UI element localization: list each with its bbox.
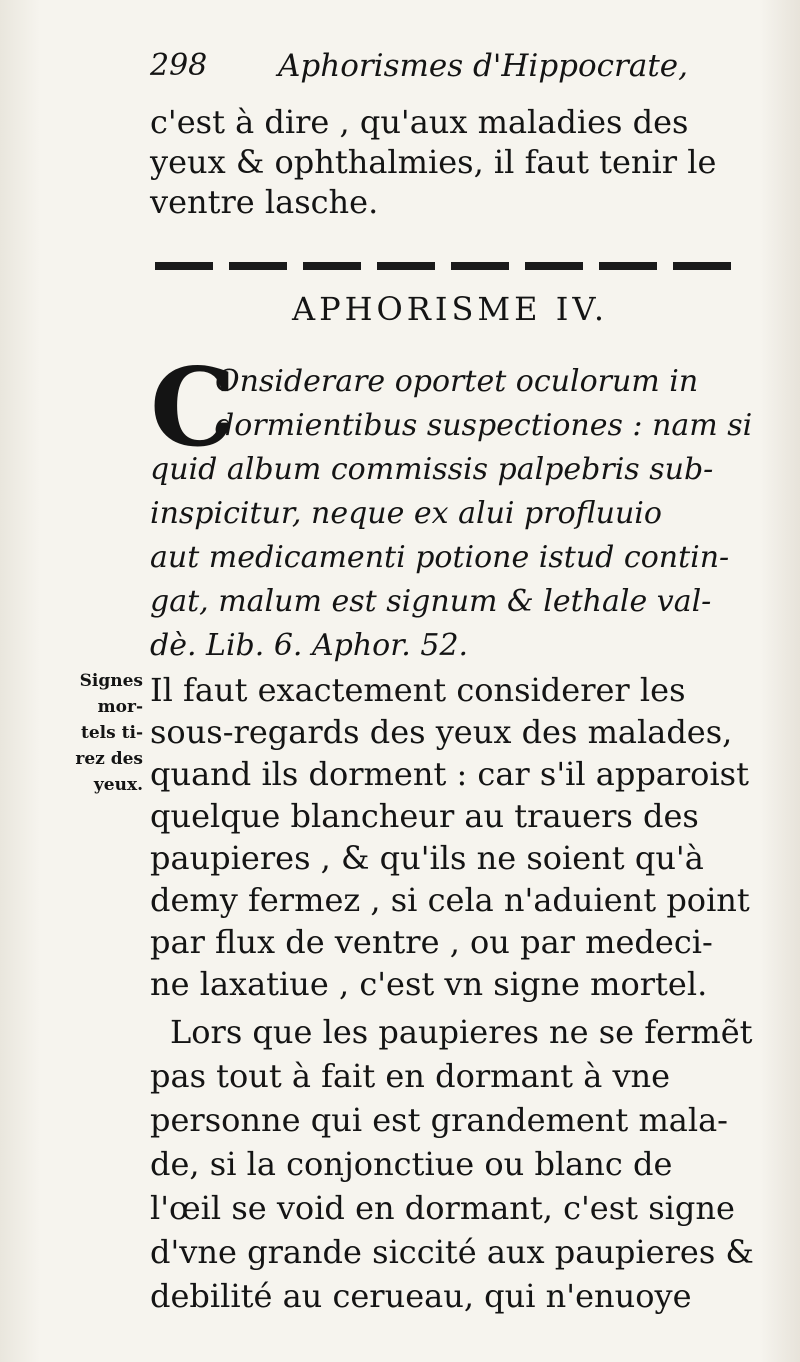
latin-line: inspicitur, neque ex alui profluuio bbox=[150, 496, 662, 531]
text-line: yeux & ophthalmies, il faut tenir le bbox=[150, 143, 717, 181]
text-line: pas tout à fait en dormant à vne bbox=[150, 1057, 671, 1095]
text-line: paupieres , & qu'ils ne soient qu'à bbox=[150, 839, 704, 877]
latin-line: quid album commissis palpebris sub- bbox=[150, 452, 714, 487]
latin-line: gat, malum est signum & lethale val- bbox=[150, 584, 712, 619]
ornamental-rule bbox=[155, 262, 745, 270]
margin-note bbox=[48, 668, 143, 798]
margin-note-line: yeux. bbox=[93, 775, 143, 795]
text-line: l'œil se void en dormant, c'est signe bbox=[150, 1189, 735, 1227]
margin-note-line: rez des bbox=[75, 749, 143, 769]
text-line: de, si la conjonctiue ou blanc de bbox=[150, 1145, 673, 1183]
latin-line: Onsiderare oportet oculorum in bbox=[215, 364, 699, 399]
latin-line: aut medicamenti potione istud contin- bbox=[150, 540, 730, 575]
margin-note-line: mor- bbox=[97, 697, 143, 717]
text-line: sous-regards des yeux des malades, bbox=[150, 713, 733, 751]
margin-note-line: tels ti- bbox=[81, 723, 143, 743]
text-line: Il faut exactement considerer les bbox=[150, 671, 686, 709]
page-header bbox=[150, 48, 750, 98]
text-line: ne laxatiue , c'est vn signe mortel. bbox=[150, 965, 708, 1003]
text-line: par flux de ventre , ou par medeci- bbox=[150, 923, 713, 961]
aphorism-heading: APHORISME IV. bbox=[291, 290, 609, 328]
page-number: 298 bbox=[150, 48, 208, 83]
latin-line: dè. Lib. 6. Aphor. 52. bbox=[150, 628, 469, 663]
text-line: c'est à dire , qu'aux maladies des bbox=[150, 103, 689, 141]
margin-note-line: Signes bbox=[79, 671, 143, 691]
text-line: quand ils dorment : car s'il apparoist bbox=[150, 755, 749, 793]
text-line: debilité au cerueau, qui n'enuoye bbox=[150, 1277, 692, 1315]
text-line: d'vne grande siccité aux paupieres & bbox=[150, 1233, 754, 1271]
latin-line: dormientibus suspectiones : nam si bbox=[215, 408, 753, 443]
text-line: quelque blancheur au trauers des bbox=[150, 797, 699, 835]
text-line: Lors que les paupieres ne se fermẽt bbox=[170, 1013, 753, 1051]
text-line: personne qui est grandement mala- bbox=[150, 1101, 728, 1139]
text-line: ventre lasche. bbox=[150, 183, 379, 221]
drop-cap: C bbox=[150, 345, 236, 471]
text-line: demy fermez , si cela n'aduient point bbox=[150, 881, 750, 919]
running-title: Aphorismes d'Hippocrate, bbox=[278, 48, 688, 84]
